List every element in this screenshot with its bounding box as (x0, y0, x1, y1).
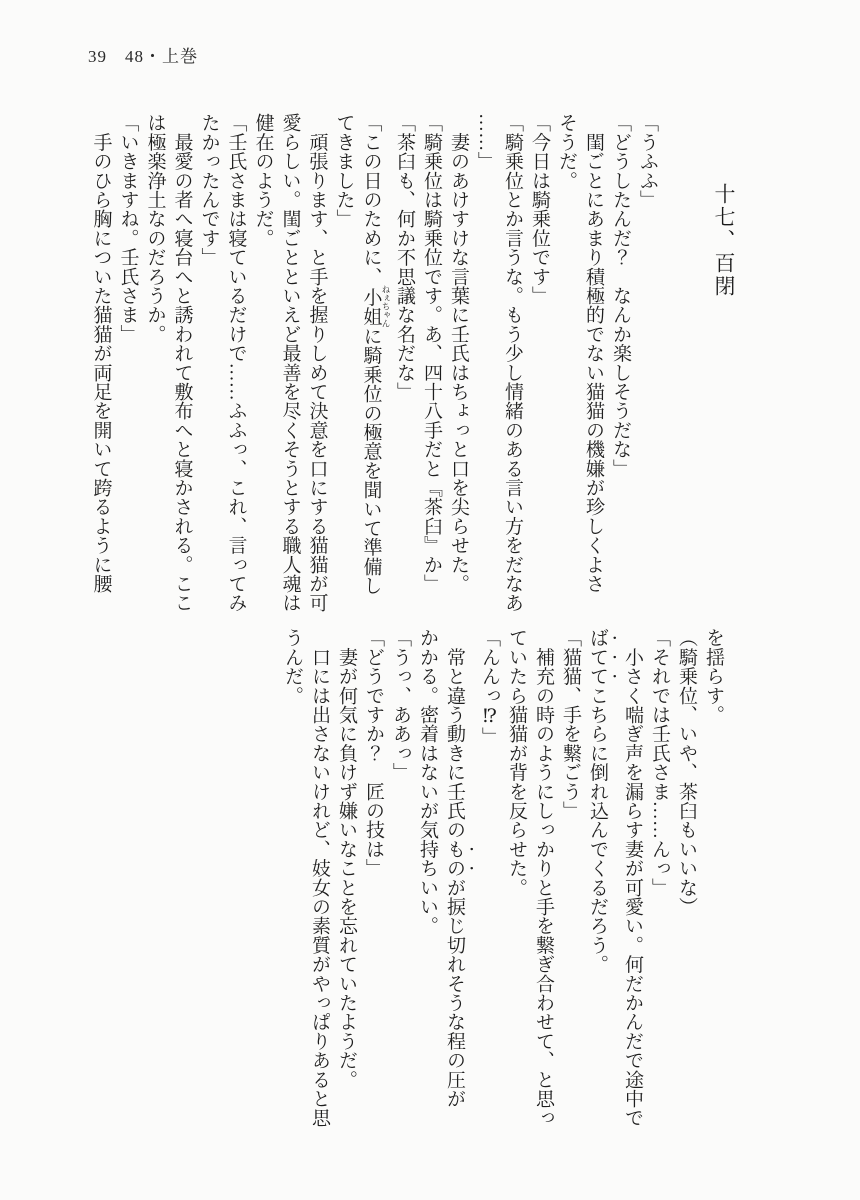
text-line: 愛らしい。閨ごとといえど最善を尽くそうとする職人魂は (279, 113, 301, 613)
text-line: 「茶臼も、何か不思議な名だな」 (394, 113, 415, 401)
text-line: てきました」 (333, 113, 355, 229)
text-line: 妻のあけすけな言葉に壬氏はちょっと口を尖らせた。 (448, 113, 469, 593)
text-line: （騎乗位、いや、茶臼もいいな） (676, 628, 697, 916)
text-line: は極楽浄土なのだろうか。 (144, 113, 166, 344)
text-line: 「騎乗位は騎乗位です。あ、四十八手だと『茶臼』か」 (421, 113, 442, 593)
text-line: 常と違う動きに壬氏のものが捩じ切れそうな程の圧が (444, 628, 465, 1109)
text-line: そうだ。 (556, 113, 577, 190)
text-line: 妻が何気に負けず嫌いなことを忘れていたようだ。 (336, 628, 357, 1089)
text-line: 健在のようだ。 (252, 113, 274, 248)
text-line: 「この日のために、小姐 ねぇちゃんに騎乗位の極意を聞いて準備し (360, 113, 391, 596)
text-line: ばててこちらに倒れ込んでくるだろう。 (587, 628, 608, 974)
text-line: 頑張ります、と手を握りしめて決意を口にする猫猫が可 (306, 113, 328, 613)
text-line: うんだ。 (282, 628, 303, 705)
text-line: 「どうですか？ 匠の技は」 (363, 628, 384, 878)
text-line: 「うっ、ああっ」 (390, 628, 411, 782)
emphasis-dots-text: もの (444, 839, 465, 878)
text-line: 最愛の者へ寝台へと誘われて敷布へと寝かされる。ここ (171, 113, 193, 613)
text-line: かかる。密着はないが気持ちいい。 (417, 628, 438, 936)
lower-text-block (279, 628, 727, 1133)
page-number: 39 (88, 47, 107, 66)
text-line: 「どうしたんだ？ なんか楽しそうだな」 (610, 113, 631, 478)
text-line: 補充の時のようにしっかりと手を繋ぎ合わせて、と思っ (533, 628, 554, 1128)
text-line: 「うふふ」 (637, 113, 658, 209)
text-line: ていたら猫猫が背を反らせた。 (506, 628, 527, 897)
text-line: 「いきますね。壬氏さま」 (117, 113, 139, 344)
text-line: 手のひら胸についた猫猫が両足を開いて跨るように腰 (90, 113, 112, 593)
text-line: を揺らす。 (703, 628, 724, 724)
emphasis-dots-text: ばてて (587, 628, 608, 686)
text-line: 「それでは壬氏さま……んっ」 (649, 628, 670, 897)
text-line: 「猫猫、手を繋ごう」 (560, 628, 581, 820)
text-line: 「今日は騎乗位です」 (529, 113, 550, 305)
page-header (88, 42, 198, 67)
chapter-title: 十七、百閉 (712, 183, 736, 298)
text-line: 「騎乗位とか言うな。もう少し情緒のある言い方をだなあ (502, 113, 523, 613)
text-line: たかったんです」 (198, 113, 220, 267)
text-line: 口には出さないけれど、妓女の素質がやっぱりあると思 (309, 628, 330, 1128)
text-line: 「壬氏さまは寝ているだけで……ふふっ、これ、言ってみ (225, 113, 247, 613)
text-line: ……」 (475, 113, 496, 171)
text-line: 閨ごとにあまり積極的でない猫猫の機嫌が珍しくよさ (583, 113, 604, 593)
running-title: 48・上巻 (125, 47, 198, 66)
furigana-ruby: 小姐 ねぇちゃん (360, 284, 391, 328)
upper-text-block (88, 113, 662, 618)
text-line: 小さく喘ぎ声を漏らす妻が可愛い。何だかんだで途中で (622, 628, 643, 1128)
text-line: 「んんっ⁉」 (479, 628, 500, 747)
